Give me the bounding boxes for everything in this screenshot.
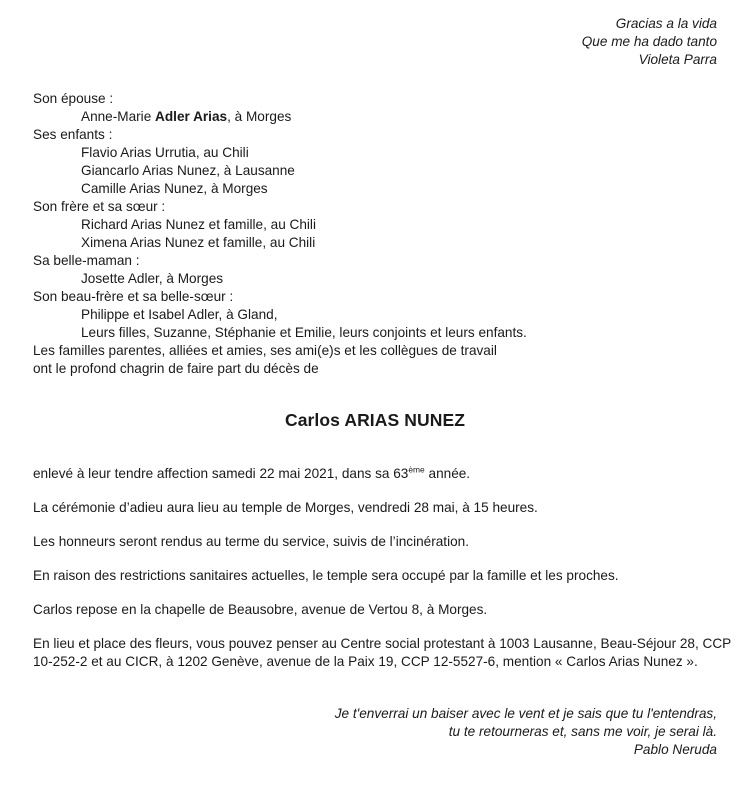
deceased-name: Carlos ARIAS NUNEZ	[284, 410, 466, 430]
family-line: Ximena Arias Nunez et famille, au Chili	[81, 235, 316, 250]
family-line: Son épouse :	[33, 91, 114, 106]
family-line: Ses enfants :	[33, 127, 113, 142]
family-line: Son frère et sa sœur :	[33, 199, 166, 214]
announcement-paragraph: La cérémonie d’adieu aura lieu au temple de Morges, vendredi 28 mai, à 15 heures.	[33, 500, 538, 515]
family-line: Sa belle-maman :	[33, 253, 140, 268]
announcement-paragraph: En lieu et place des fleurs, vous pouvez penser au Centre social protestant à 1003 Lausanne, Beau-Séjour 28, CCP 10-252-2 et au CICR, à 1202 Genève, avenue de la Paix 19, CCP 12-5527-6, mention « Carlos Arias Nunez ».	[33, 636, 732, 669]
family-line: Richard Arias Nunez et famille, au Chili	[81, 217, 316, 232]
family-line: Leurs filles, Suzanne, Stéphanie et Emilie, leurs conjoints et leurs enfants.	[81, 325, 527, 340]
epigraph-attribution: Violeta Parra	[638, 52, 717, 67]
family-line: Philippe et Isabel Adler, à Gland,	[81, 307, 278, 322]
family-line: Anne-Marie Adler Arias, à Morges	[81, 109, 292, 124]
family-list	[33, 90, 717, 378]
closing-quote	[33, 705, 717, 759]
announcement-paragraph: Carlos repose en la chapelle de Beausobre, avenue de Vertou 8, à Morges.	[33, 602, 488, 617]
announcement-paragraph: En raison des restrictions sanitaires actuelles, le temple sera occupé par la famille et les proches.	[33, 568, 619, 583]
family-line: Son beau-frère et sa belle-sœur :	[33, 289, 234, 304]
family-line: Josette Adler, à Morges	[81, 271, 224, 286]
closing-line-1: Je t'enverrai un baiser avec le vent et je sais que tu l'entendras,	[334, 706, 717, 721]
family-line: Flavio Arias Urrutia, au Chili	[81, 145, 249, 160]
closing-line-2: tu te retourneras et, sans me voir, je serai là.	[448, 724, 717, 739]
announcement-paragraph: enlevé à leur tendre affection samedi 22 mai 2021, dans sa 63ème année.	[33, 464, 471, 481]
family-line: ont le profond chagrin de faire part du décès de	[33, 361, 319, 376]
announcement-paragraphs	[33, 464, 732, 671]
epigraph-line-1: Gracias a la vida	[615, 16, 717, 31]
family-line: Giancarlo Arias Nunez, à Lausanne	[81, 163, 295, 178]
closing-attribution: Pablo Neruda	[633, 742, 717, 757]
announcement-paragraph: Les honneurs seront rendus au terme du service, suivis de l’incinération.	[33, 534, 469, 549]
family-line: Les familles parentes, alliées et amies, ses ami(e)s et les collègues de travail	[33, 343, 497, 358]
family-line: Camille Arias Nunez, à Morges	[81, 181, 268, 196]
epigraph-quote	[33, 15, 717, 69]
epigraph-line-2: Que me ha dado tanto	[581, 34, 717, 49]
